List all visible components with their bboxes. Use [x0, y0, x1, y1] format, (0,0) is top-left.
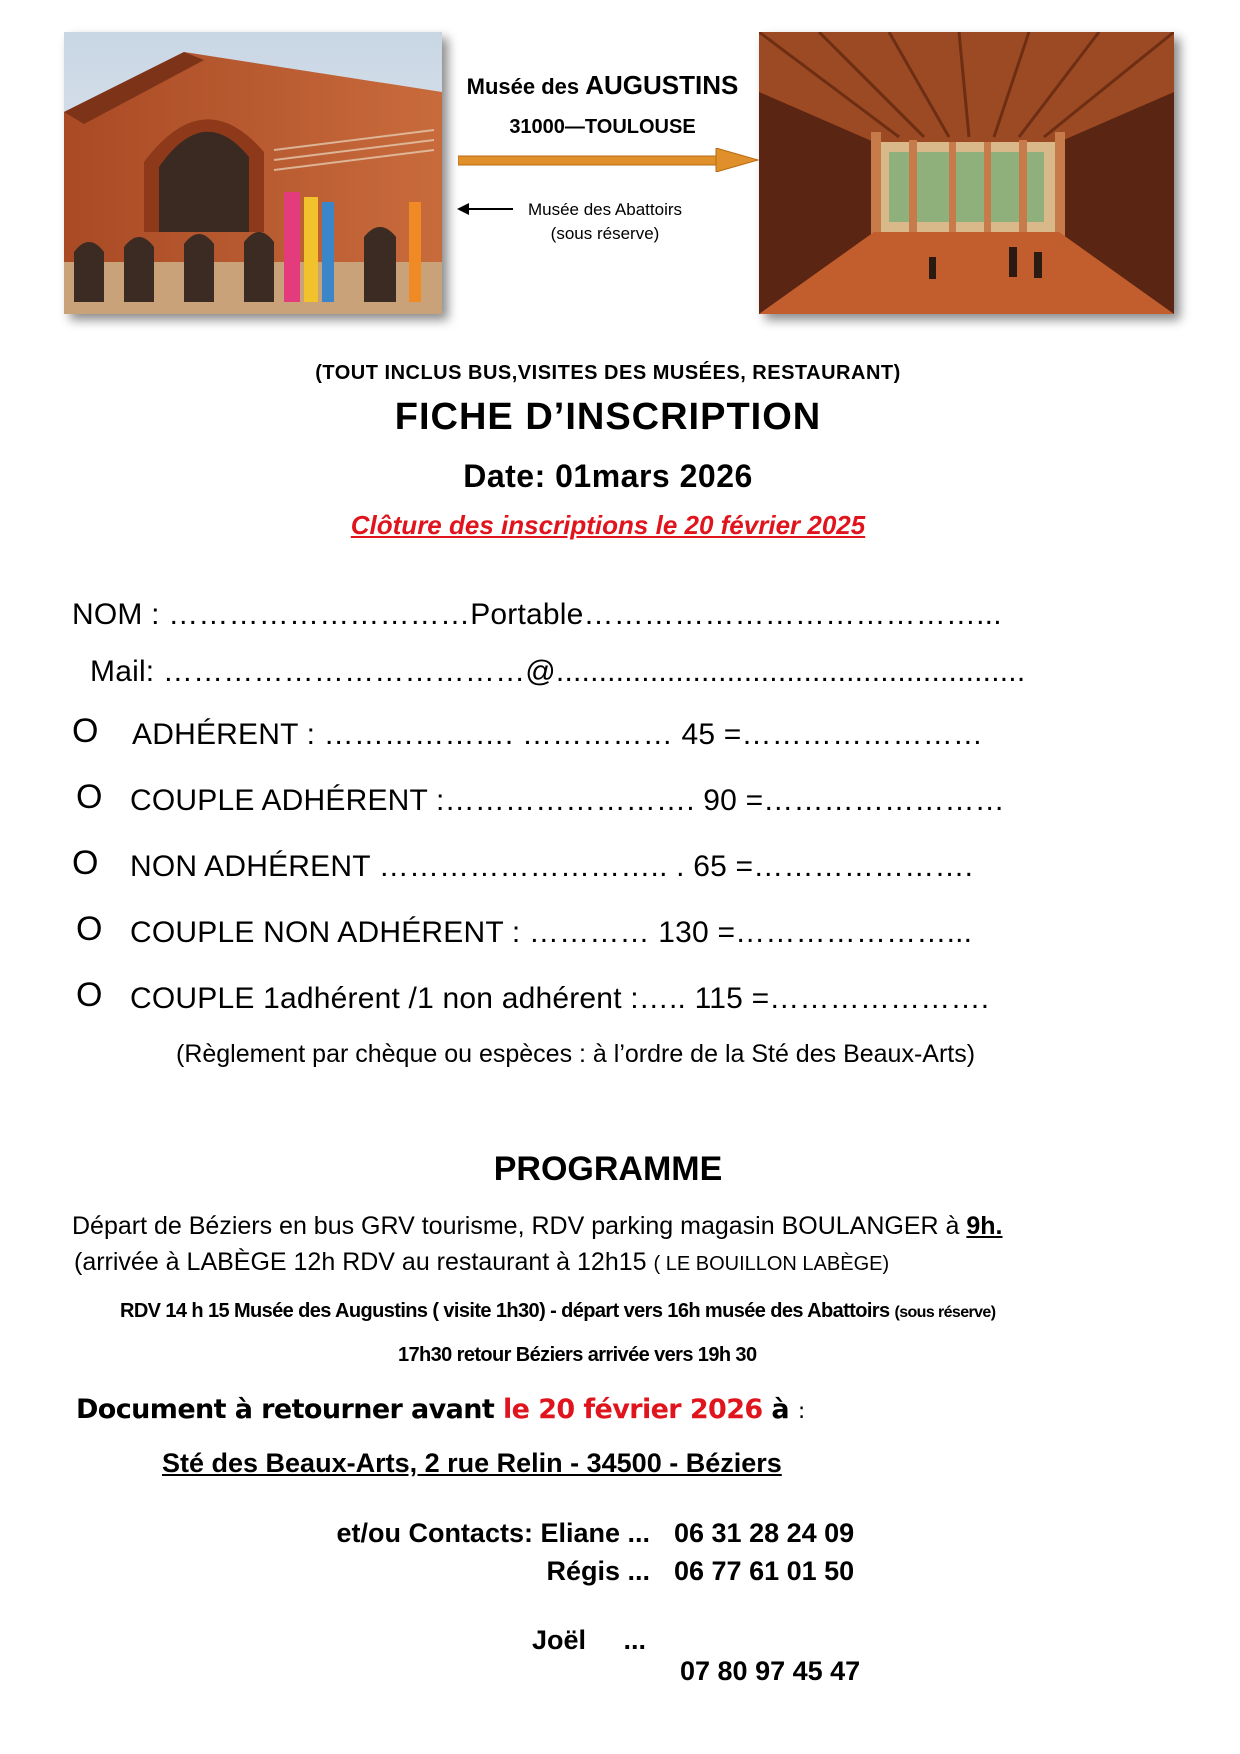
- mail-field[interactable]: Mail: ………………………………@.......................................................: [90, 655, 1026, 688]
- return-address: Sté des Beaux-Arts, 2 rue Relin - 34500 - Béziers: [162, 1448, 782, 1478]
- programme-line-3: [120, 1300, 995, 1323]
- cloister-photo: [759, 32, 1174, 314]
- programme-title: PROGRAMME: [493, 1150, 723, 1188]
- museum-name: AUGUSTINS: [585, 70, 739, 100]
- visit-text: RDV 14 h 15 Musée des Augustins ( visite 1h30) - départ vers 16h musée des Abattoirs: [120, 1300, 895, 1322]
- arrow-right-icon: [458, 148, 760, 172]
- departure-text: Départ de Béziers en bus GRV tourisme, RDV parking magasin BOULANGER à: [72, 1212, 967, 1240]
- augustins-facade-photo: [64, 32, 442, 314]
- radio-marker[interactable]: O: [76, 778, 103, 816]
- return-colon: :: [797, 1399, 805, 1424]
- option-label: COUPLE 1adhérent /1 non adhérent :….. 115 =………………….: [130, 982, 990, 1015]
- return-line: [76, 1394, 805, 1425]
- radio-marker[interactable]: O: [72, 844, 99, 882]
- return-prefix: Document à retourner avant: [76, 1394, 504, 1425]
- city-label: 31000—TOULOUSE: [509, 116, 696, 138]
- abattoirs-note: (sous réserve): [550, 224, 660, 243]
- contact-phone[interactable]: 06 77 61 01 50: [674, 1556, 855, 1586]
- museum-heading: [440, 70, 765, 101]
- arrival-text: (arrivée à LABÈGE 12h RDV au restaurant à 12h15: [74, 1248, 654, 1276]
- inclusions-line: (TOUT INCLUS BUS,VISITES DES MUSÉES, RESTAURANT): [315, 362, 901, 384]
- abattoirs-name: Musée des Abattoirs: [527, 200, 683, 219]
- radio-marker[interactable]: O: [76, 910, 103, 948]
- option-label: ADHÉRENT : ………………. …………… 45 =……………………: [132, 718, 984, 751]
- event-date: Date: 01mars 2026: [463, 458, 753, 494]
- radio-marker[interactable]: O: [72, 712, 99, 750]
- departure-time: 9h.: [966, 1212, 1003, 1240]
- facade-illustration: [64, 32, 442, 314]
- visit-note: (sous réserve): [894, 1304, 996, 1321]
- cloister-illustration: [759, 32, 1174, 314]
- contact-joel: [0, 1594, 1240, 1687]
- nom-portable-field[interactable]: NOM : …………………………Portable…………………………………...: [72, 598, 1002, 631]
- contact-label: et/ou Contacts: Eliane ...: [336, 1518, 650, 1548]
- option-label: COUPLE NON ADHÉRENT : ………… 130 =…………………...: [130, 916, 973, 949]
- museum-prefix: Musée des: [466, 74, 586, 99]
- return-suffix: à: [762, 1394, 798, 1425]
- secondary-museum-label: [505, 200, 705, 244]
- restaurant-name: ( LE BOUILLON LABÈGE): [653, 1253, 890, 1275]
- programme-line-4: 17h30 retour Béziers arrivée vers 19h 30: [398, 1344, 757, 1366]
- contact-label: Régis ...: [546, 1556, 650, 1586]
- contact-phone[interactable]: 06 31 28 24 09: [674, 1518, 855, 1548]
- radio-marker[interactable]: O: [76, 976, 103, 1014]
- programme-line-2: [74, 1248, 889, 1277]
- programme-line-1: [72, 1212, 1003, 1241]
- option-label: COUPLE ADHÉRENT :……………………. 90 =……………………: [130, 784, 1005, 817]
- closing-date: Clôture des inscriptions le 20 février 2025: [350, 510, 866, 540]
- contact-phone[interactable]: 07 80 97 45 47: [680, 1656, 861, 1686]
- page-title: FICHE D’INSCRIPTION: [394, 396, 822, 438]
- return-deadline: le 20 février 2026: [503, 1394, 763, 1425]
- contact-label: Joël ...: [532, 1625, 647, 1655]
- payment-note: (Règlement par chèque ou espèces : à l’ordre de la Sté des Beaux-Arts): [176, 1040, 976, 1068]
- option-label: NON ADHÉRENT ……………………….. . 65 =………………….: [130, 850, 974, 883]
